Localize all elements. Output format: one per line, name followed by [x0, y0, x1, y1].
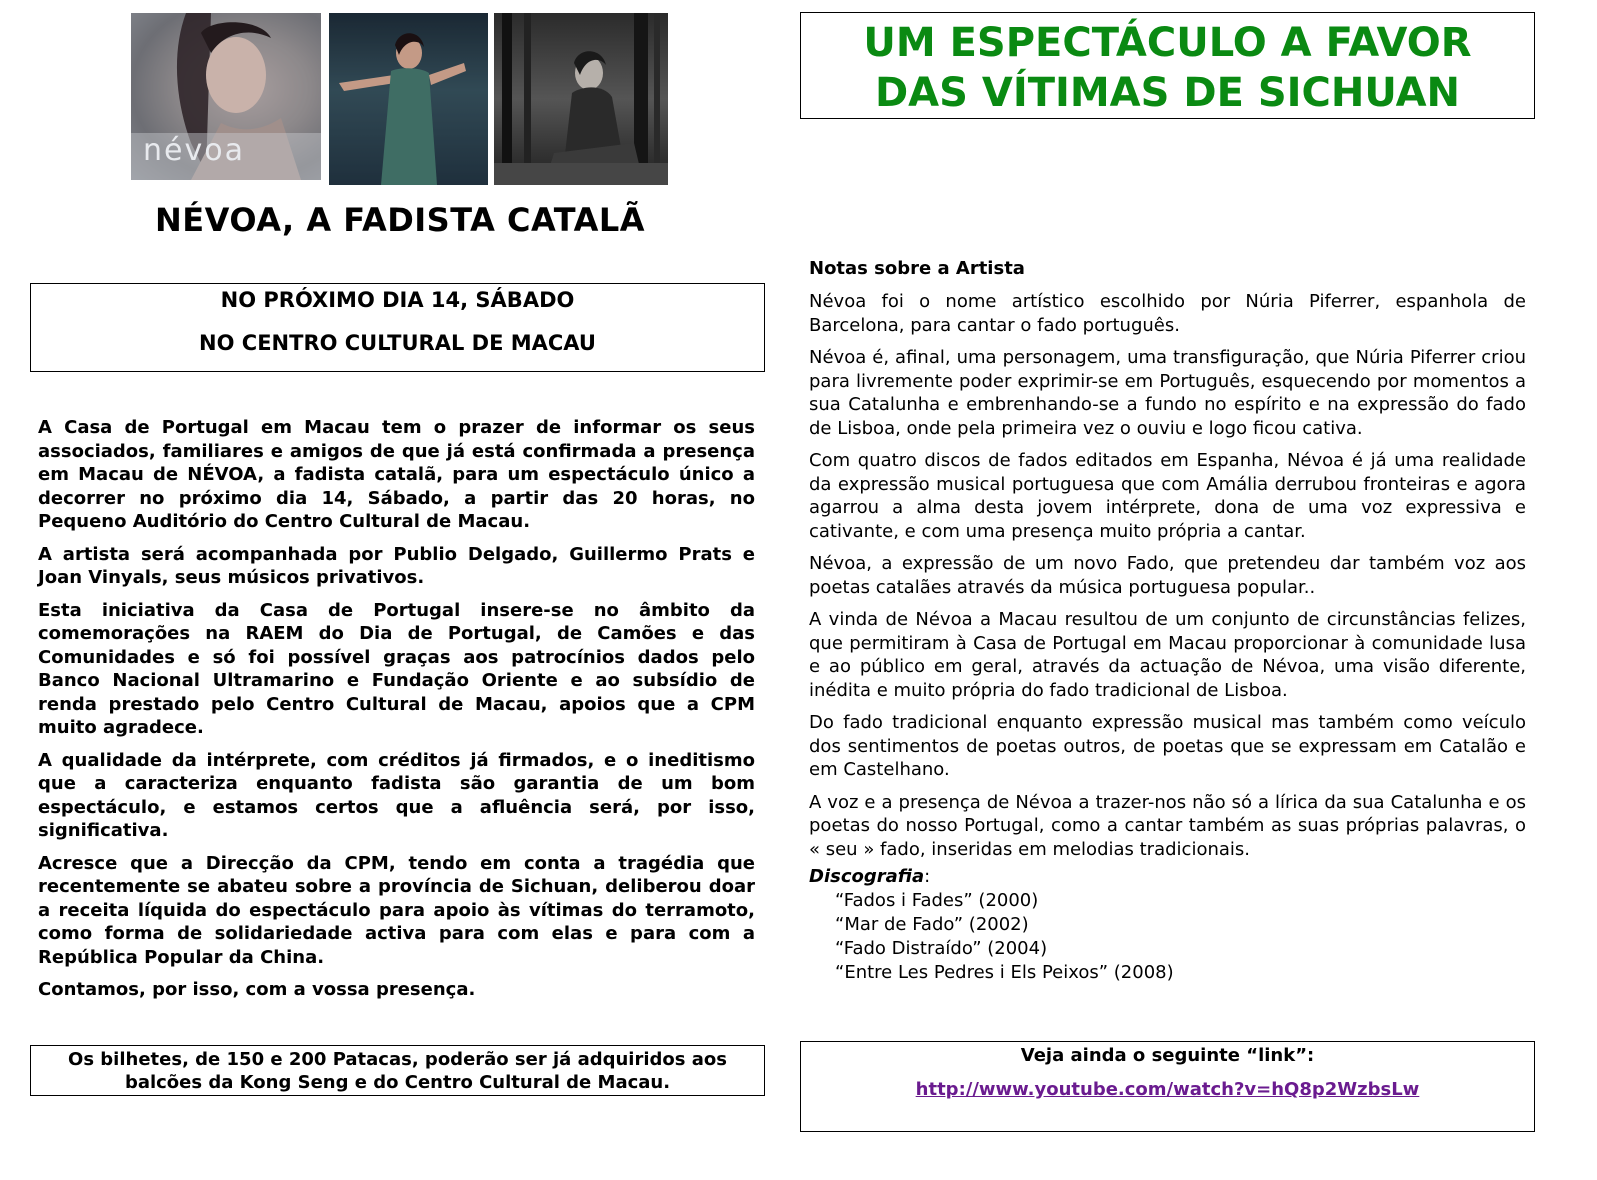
left-paragraph: A Casa de Portugal em Macau tem o prazer de informar os seus associados, familiares e amigos de que já está confirmada a presença em Macau de NÉVOA, a fadista catalã, para um espectáculo único a decorrer no próximo dia 14, Sábado, a partir das 20 horas, no Pequeno Auditório do Centro Cultural de Macau. — [38, 417, 755, 532]
discography-item: “Fado Distraído” (2004) — [835, 938, 1048, 959]
link-label: Veja ainda o seguinte “link”: — [1020, 1045, 1315, 1066]
link-box — [800, 1041, 1535, 1132]
left-paragraph: Esta iniciativa da Casa de Portugal insere-se no âmbito da comemorações na RAEM do Dia de Portugal, de Camões e das Comunidades e só foi possível graças aos patrocínios dados pelo Banco Nacional Ultramarino e Fundação Oriente e ao subsídio de renda prestado pelo Centro Cultural de Macau, apoios que a CPM muito agradece. — [38, 599, 755, 738]
singer-figure-icon — [329, 13, 488, 185]
artist-title: NÉVOA, A FADISTA CATALÃ — [155, 201, 645, 239]
singer-seated-photo — [494, 13, 668, 185]
banner-line-1: UM ESPECTÁCULO A FAVOR — [863, 20, 1472, 66]
discography-label: Discografia — [809, 866, 925, 887]
left-paragraph: A qualidade da intérprete, com créditos já firmados, e o ineditismo que a caracteriza enquanto fadista são garantia de um bom espectáculo, e estamos certos que a afluência será, por isso, significativa. — [38, 749, 755, 841]
notes-paragraph: Névoa, a expressão de um novo Fado, que pretendeu dar também voz aos poetas catalães através da música portuguesa popular.. — [809, 553, 1526, 598]
discography-item: “Fados i Fades” (2000) — [835, 890, 1039, 911]
tickets-box — [30, 1045, 765, 1096]
left-body — [38, 416, 755, 1011]
event-date: NO PRÓXIMO DIA 14, SÁBADO — [220, 288, 575, 312]
notes-section — [809, 256, 1526, 985]
notes-paragraph: Com quatro discos de fados editados em Espanha, Névoa é já uma realidade da expressão musical portuguesa que com Amália derrubou fronteiras e agora agarrou a alma desta jovem intérprete, dona de uma voz expressiva e cativante, e com uma presença muito própria a cantar. — [809, 450, 1526, 542]
discography-heading — [809, 865, 1526, 889]
notes-paragraph: Névoa foi o nome artístico escolhido por Núria Piferrer, espanhola de Barcelona, para cantar o fado português. — [809, 291, 1526, 336]
singer-standing-photo — [329, 13, 488, 185]
forest-scene-icon — [494, 13, 668, 185]
album-cover-photo — [131, 13, 321, 180]
youtube-link[interactable]: http://www.youtube.com/watch?v=hQ8p2WzbsLw — [915, 1079, 1420, 1100]
event-venue: NO CENTRO CULTURAL DE MACAU — [199, 331, 596, 355]
left-paragraph: Contamos, por isso, com a vossa presença. — [38, 979, 476, 1000]
notes-paragraph: Do fado tradicional enquanto expressão musical mas também como veículo dos sentimentos de poetas outros, de poetas que se expressam em Catalão e em Castelhano. — [809, 712, 1526, 780]
notes-paragraph: A vinda de Névoa a Macau resultou de um conjunto de circunstâncias felizes, que permitiram à Casa de Portugal em Macau proporcionar à comunidade lusa e ao público em geral, através da actuação de Névoa, uma visão diferente, inédita e muito própria do fado tradicional de Lisboa. — [809, 609, 1526, 701]
discography-item: “Mar de Fado” (2002) — [835, 914, 1029, 935]
album-cover-label: névoa — [143, 133, 245, 168]
banner-box — [800, 12, 1535, 119]
notes-paragraph: Névoa é, afinal, uma personagem, uma transfiguração, que Núria Piferrer criou para livremente poder exprimir-se em Português, esquecendo por momentos a sua Catalunha e embrenhando-se a fundo no espírito e na expressão do fado de Lisboa, onde pela primeira vez o ouviu e logo ficou cativa. — [809, 347, 1526, 439]
banner-line-2: DAS VÍTIMAS DE SICHUAN — [874, 70, 1461, 116]
left-paragraph: Acresce que a Direcção da CPM, tendo em conta a tragédia que recentemente se abateu sobre a província de Sichuan, deliberou doar a receita líquida do espectáculo para apoio às vítimas do terramoto, como forma de solidariedade activa para com elas e para com a República Popular da China. — [38, 852, 755, 968]
notes-paragraph: A voz e a presença de Névoa a trazer-nos não só a lírica da sua Catalunha e os poetas do nosso Portugal, como a cantar também as suas próprias palavras, o « seu » fado, inseridas em melodias tradicionais. — [809, 791, 1526, 860]
discography-colon: : — [924, 866, 931, 887]
notes-heading: Notas sobre a Artista — [809, 258, 1025, 279]
event-info-box — [30, 283, 765, 372]
left-paragraph: A artista será acompanhada por Publio Delgado, Guillermo Prats e Joan Vinyals, seus músicos privativos. — [38, 543, 755, 588]
discography-item: “Entre Les Pedres i Els Peixos” (2008) — [835, 962, 1174, 983]
tickets-text: Os bilhetes, de 150 e 200 Patacas, poderão ser já adquiridos aos balcões da Kong Seng e do Centro Cultural de Macau. — [68, 1049, 727, 1093]
